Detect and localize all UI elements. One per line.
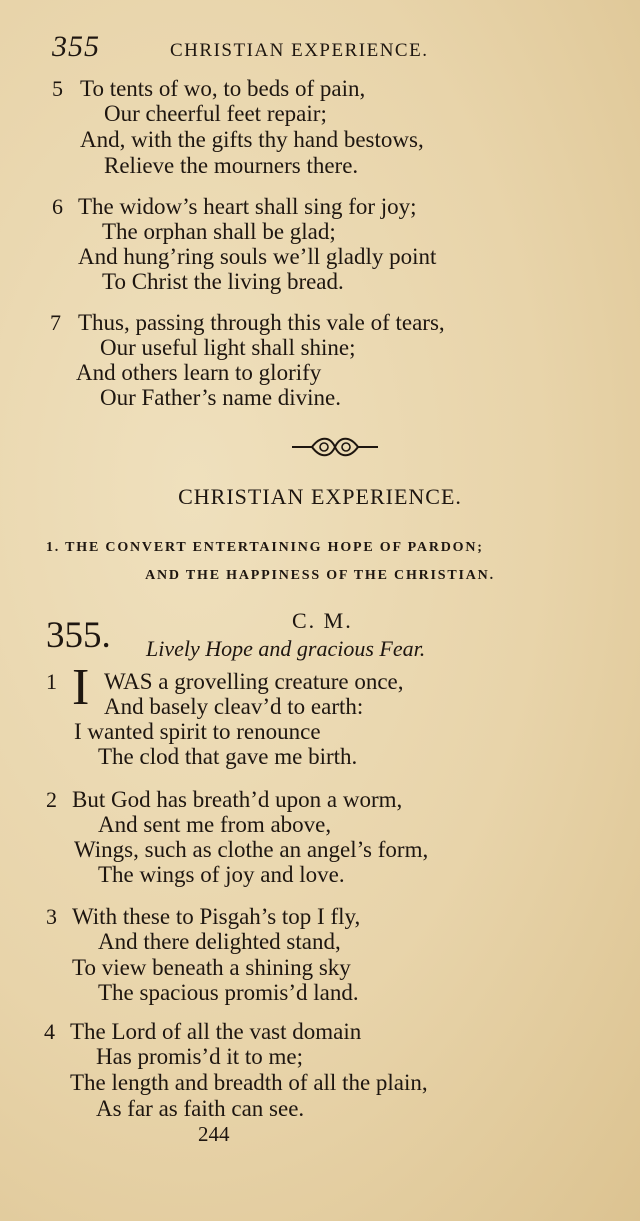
verse-number: 2 xyxy=(46,787,57,812)
verse-line: But God has breath’d upon a worm, xyxy=(72,787,403,812)
verse-line: And sent me from above, xyxy=(98,812,332,837)
verse-line: To view beneath a shining sky xyxy=(72,955,351,980)
verse-number: 4 xyxy=(44,1019,55,1044)
verse-line: The length and breadth of all the plain, xyxy=(70,1070,428,1095)
verse-line: The Lord of all the vast domain xyxy=(70,1019,362,1044)
hymn-title: Lively Hope and gracious Fear. xyxy=(146,636,426,661)
page-header xyxy=(52,30,512,66)
page-number: 355 xyxy=(52,30,100,63)
verse-line: The clod that gave me birth. xyxy=(98,744,358,769)
verse-line: I wanted spirit to renounce xyxy=(74,719,321,744)
hymn-meter: C. M. xyxy=(292,608,353,633)
verse-line: And basely cleav’d to earth: xyxy=(104,694,364,719)
verse-line: The wings of joy and love. xyxy=(98,862,345,887)
drop-cap: I xyxy=(72,659,90,716)
verse-number: 6 xyxy=(52,194,63,219)
verse-line: Our useful light shall shine; xyxy=(100,335,356,360)
verse-line: And others learn to glorify xyxy=(76,360,322,385)
verse-line: Our cheerful feet repair; xyxy=(104,101,327,126)
verse-line: The spacious promis’d land. xyxy=(98,980,359,1005)
verse-line: Has promis’d it to me; xyxy=(96,1044,303,1069)
section-subtitle-line-1: 1. THE CONVERT ENTERTAINING HOPE OF PARDON; xyxy=(46,540,484,555)
verse-line: Relieve the mourners there. xyxy=(104,153,359,178)
verse-line: To tents of wo, to beds of pain, xyxy=(80,76,366,101)
verse-number: 5 xyxy=(52,76,63,101)
section-subtitle-line-2: AND THE HAPPINESS OF THE CHRISTIAN. xyxy=(145,568,495,583)
verse-number: 1 xyxy=(46,669,57,694)
folio-signature: 244 xyxy=(198,1122,230,1146)
hymn-number: 355. xyxy=(46,615,111,656)
verse-line: Thus, passing through this vale of tears, xyxy=(78,310,445,335)
verse-number: 7 xyxy=(50,310,61,335)
verse-line: Wings, such as clothe an angel’s form, xyxy=(74,837,429,862)
verse-line: The widow’s heart shall sing for joy; xyxy=(78,194,417,219)
verse-line: And there delighted stand, xyxy=(98,929,341,954)
verse-line: And, with the gifts thy hand bestows, xyxy=(80,127,424,152)
verse-line: WAS a grovelling creature once, xyxy=(104,669,404,694)
verse-line: With these to Pisgah’s top I fly, xyxy=(72,904,361,929)
verse-line: And hung’ring souls we’ll gladly point xyxy=(78,244,437,269)
decorative-ornament xyxy=(290,432,380,462)
verse-line: The orphan shall be glad; xyxy=(102,219,336,244)
verse-line: As far as faith can see. xyxy=(96,1096,305,1121)
verse-line: To Christ the living bread. xyxy=(102,269,344,294)
verse-number: 3 xyxy=(46,904,57,929)
verse-line: Our Father’s name divine. xyxy=(100,385,342,410)
running-head: CHRISTIAN EXPERIENCE. xyxy=(170,40,429,61)
section-title: CHRISTIAN EXPERIENCE. xyxy=(178,484,462,509)
